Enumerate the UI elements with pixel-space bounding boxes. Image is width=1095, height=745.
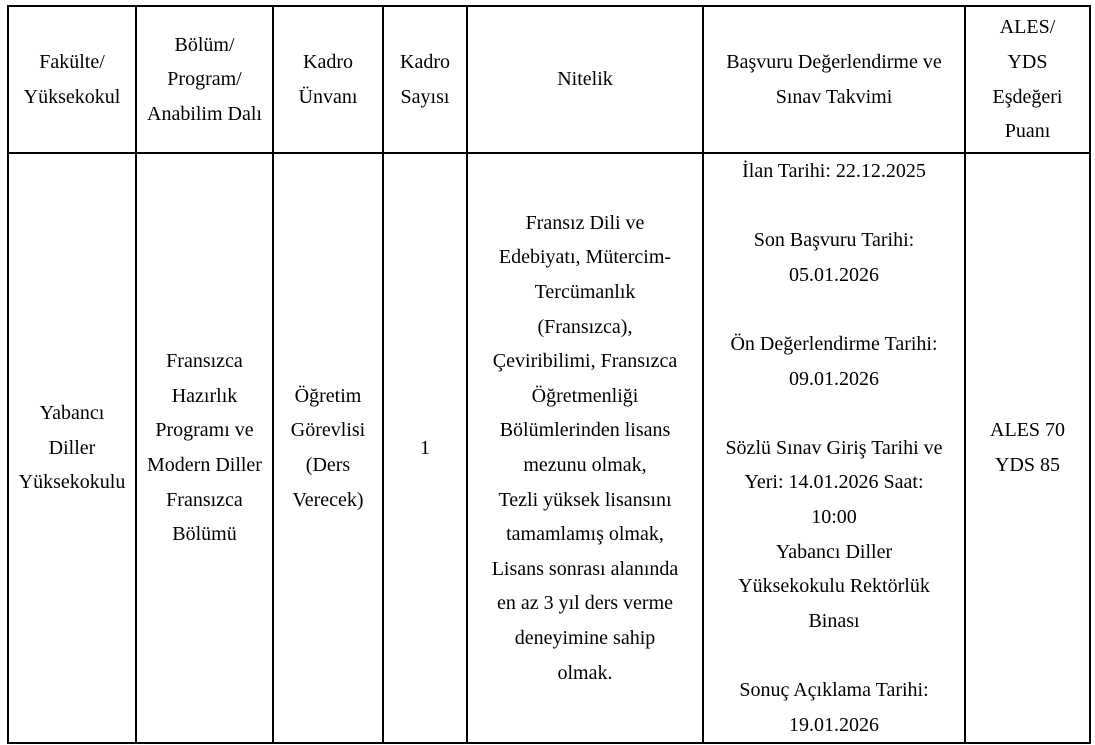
cell-schedule	[703, 153, 965, 743]
header-title: Kadro Ünvanı	[273, 6, 383, 153]
cell-qualification: Fransız Dili ve Edebiyatı, Mütercim- Tercümanlık (Fransızca), Çeviribilimi, Fransızca Öğretmenliği Bölümlerinden lisans mezunu olmak, Tezli yüksek lisansını tamamlamış olmak, Lisans sonrası alanında en az 3 yıl ders verme deneyimine sahip olmak.	[467, 153, 703, 743]
header-row	[8, 6, 1090, 153]
schedule-spacer	[706, 189, 962, 224]
schedule-spacer	[706, 292, 962, 327]
header-count: Kadro Sayısı	[383, 6, 467, 153]
schedule-oral-exam: Sözlü Sınav Giriş Tarihi ve Yeri: 14.01.2026 Saat: 10:00 Yabancı Diller Yüksekokulu Rektörlük Binası	[725, 436, 943, 632]
cell-faculty: Yabancı Diller Yüksekokulu	[8, 153, 136, 743]
schedule-pre-evaluation-date: Ön Değerlendirme Tarihi: 09.01.2026	[730, 332, 938, 390]
schedule-announcement-date: İlan Tarihi: 22.12.2025	[742, 160, 926, 182]
header-department: Bölüm/ Program/ Anabilim Dalı	[136, 6, 273, 153]
position-table	[7, 5, 1091, 744]
header-schedule: Başvuru Değerlendirme ve Sınav Takvimi	[703, 6, 965, 153]
cell-title: Öğretim Görevlisi (Ders Verecek)	[273, 153, 383, 743]
cell-score: ALES 70 YDS 85	[965, 153, 1090, 743]
header-score: ALES/ YDS Eşdeğeri Puanı	[965, 6, 1090, 153]
schedule-results-date: Sonuç Açıklama Tarihi: 19.01.2026	[739, 678, 929, 736]
cell-department: Fransızca Hazırlık Programı ve Modern Diller Fransızca Bölümü	[136, 153, 273, 743]
announcement-table-container	[7, 5, 1091, 744]
cell-count: 1	[383, 153, 467, 743]
header-qualification: Nitelik	[467, 6, 703, 153]
schedule-spacer	[706, 638, 962, 673]
schedule-spacer	[706, 396, 962, 431]
schedule-application-deadline: Son Başvuru Tarihi: 05.01.2026	[753, 229, 915, 286]
table-row	[8, 153, 1090, 743]
header-faculty: Fakülte/ Yüksekokul	[8, 6, 136, 153]
